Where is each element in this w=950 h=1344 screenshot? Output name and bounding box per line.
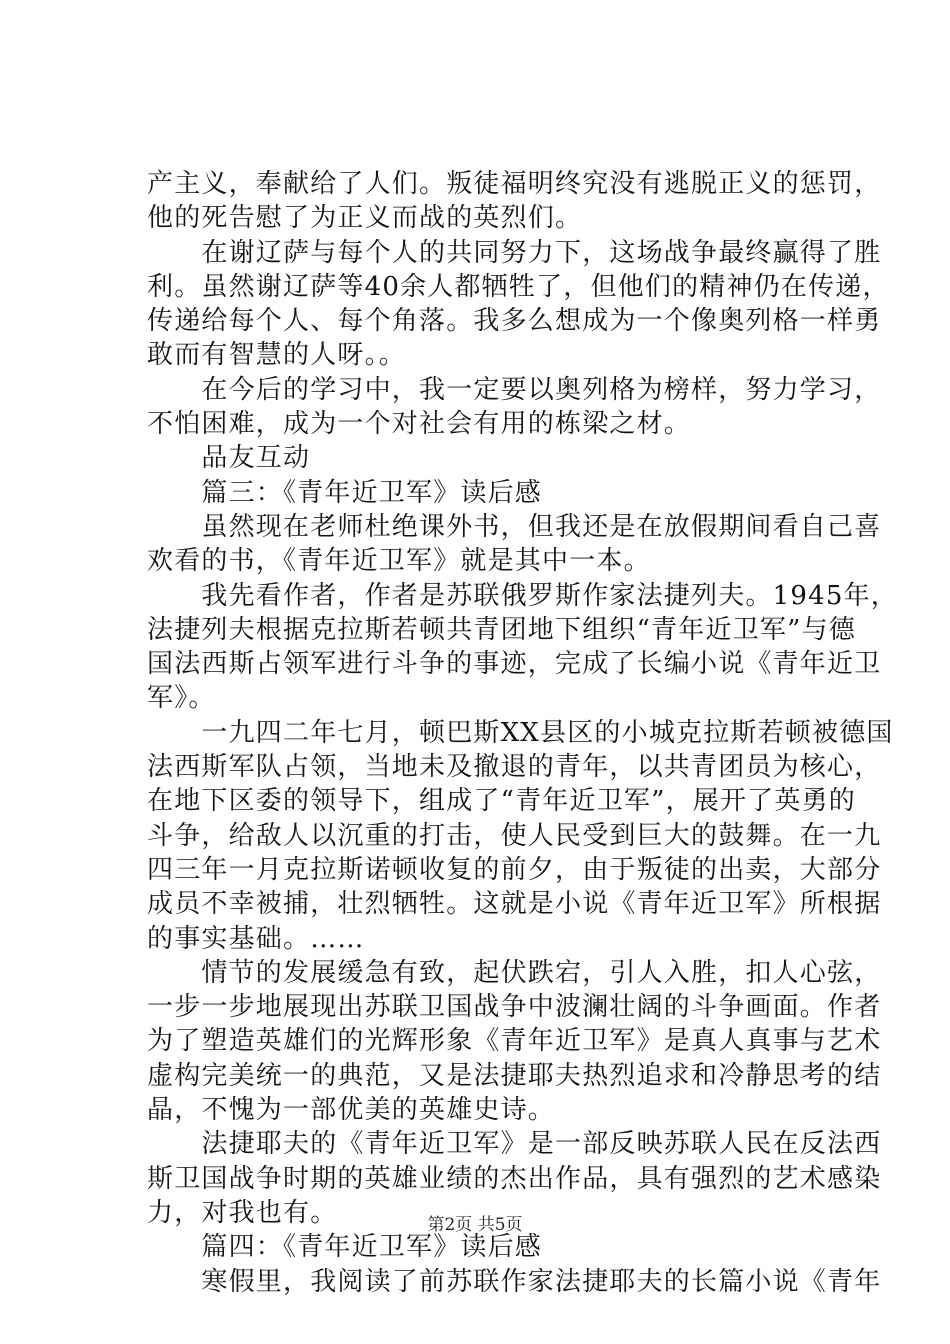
text-line: 四三年一月克拉斯诺顿收复的前夕，由于叛徒的出卖，大部分 bbox=[147, 854, 882, 885]
text-line: 为了塑造英雄们的光辉形象《青年近卫军》是真人真事与艺术 bbox=[147, 1026, 882, 1057]
text-line: 法捷列夫根据克拉斯若顿共青团地下组织“青年近卫军”与德 bbox=[147, 614, 856, 645]
text-line: 一九四二年七月，顿巴斯XX县区的小城克拉斯若顿被德国 bbox=[147, 717, 894, 748]
text-line: 法西斯军队占领，当地未及撤退的青年，以共青团员为核心， bbox=[147, 752, 882, 783]
text-line: 寒假里，我阅读了前苏联作家法捷耶夫的长篇小说《青年 bbox=[147, 1266, 882, 1297]
text-line: 传递给每个人、每个角落。我多么想成为一个像奥列格一样勇 bbox=[147, 306, 882, 337]
text-line: 在谢辽萨与每个人的共同努力下，这场战争最终赢得了胜 bbox=[147, 237, 882, 268]
text-line: 斯卫国战争时期的英雄业绩的杰出作品，具有强烈的艺术感染 bbox=[147, 1163, 882, 1194]
text-line: 军》。 bbox=[147, 683, 216, 714]
section-heading: 篇三：《青年近卫军》读后感 bbox=[147, 477, 543, 508]
text-line: 一步一步地展现出苏联卫国战争中波澜壮阔的斗争画面。作者 bbox=[147, 992, 882, 1023]
text-line: 虚构完美统一的典范，又是法捷耶夫热烈追求和冷静思考的结 bbox=[147, 1060, 882, 1091]
text-line: 法捷耶夫的《青年近卫军》是一部反映苏联人民在反法西 bbox=[147, 1129, 882, 1160]
text-line: 敢而有智慧的人呀。。 bbox=[147, 340, 407, 371]
text-line: 国法西斯占领军进行斗争的事迹，完成了长编小说《青年近卫 bbox=[147, 649, 882, 680]
text-line: 的事实基础。…… bbox=[147, 923, 365, 954]
text-line: 产主义，奉献给了人们。叛徒福明终究没有逃脱正义的惩罚， bbox=[147, 169, 882, 199]
text-line: 成员不幸被捕，壮烈牺牲。这就是小说《青年近卫军》所根据 bbox=[147, 889, 882, 920]
text-line: 晶，不愧为一部优美的英雄史诗。 bbox=[147, 1095, 556, 1126]
text-line: 斗争，给敌人以沉重的打击，使人民受到巨大的鼓舞。在一九 bbox=[147, 820, 882, 851]
text-line: 情节的发展缓急有致，起伏跌宕，引人入胜，扣人心弦， bbox=[147, 957, 882, 988]
section-label: 品友互动 bbox=[147, 443, 311, 474]
text-line: 我先看作者，作者是苏联俄罗斯作家法捷列夫。1945年， bbox=[147, 580, 898, 611]
document-body bbox=[147, 167, 898, 1299]
page-number-footer: 第2页 共5页 bbox=[427, 1215, 523, 1235]
text-line: 他的死告慰了为正义而战的英烈们。 bbox=[147, 203, 583, 234]
text-line: 利。虽然谢辽萨等40余人都牺牲了，但他们的精神仍在传递， bbox=[147, 271, 890, 302]
text-line: 在地下区委的领导下，组成了“青年近卫军”，展开了英勇的 bbox=[147, 786, 856, 817]
text-line: 不怕困难，成为一个对社会有用的栋梁之材。 bbox=[147, 409, 692, 440]
text-line: 欢看的书，《青年近卫军》就是其中一本。 bbox=[147, 546, 651, 577]
section-heading: 篇四：《青年近卫军》读后感 bbox=[147, 1232, 543, 1263]
text-line: 力，对我也有。 bbox=[147, 1197, 338, 1228]
text-line: 虽然现在老师杜绝课外书，但我还是在放假期间看自己喜 bbox=[147, 511, 882, 542]
text-line: 在今后的学习中，我一定要以奥列格为榜样，努力学习， bbox=[147, 374, 882, 405]
